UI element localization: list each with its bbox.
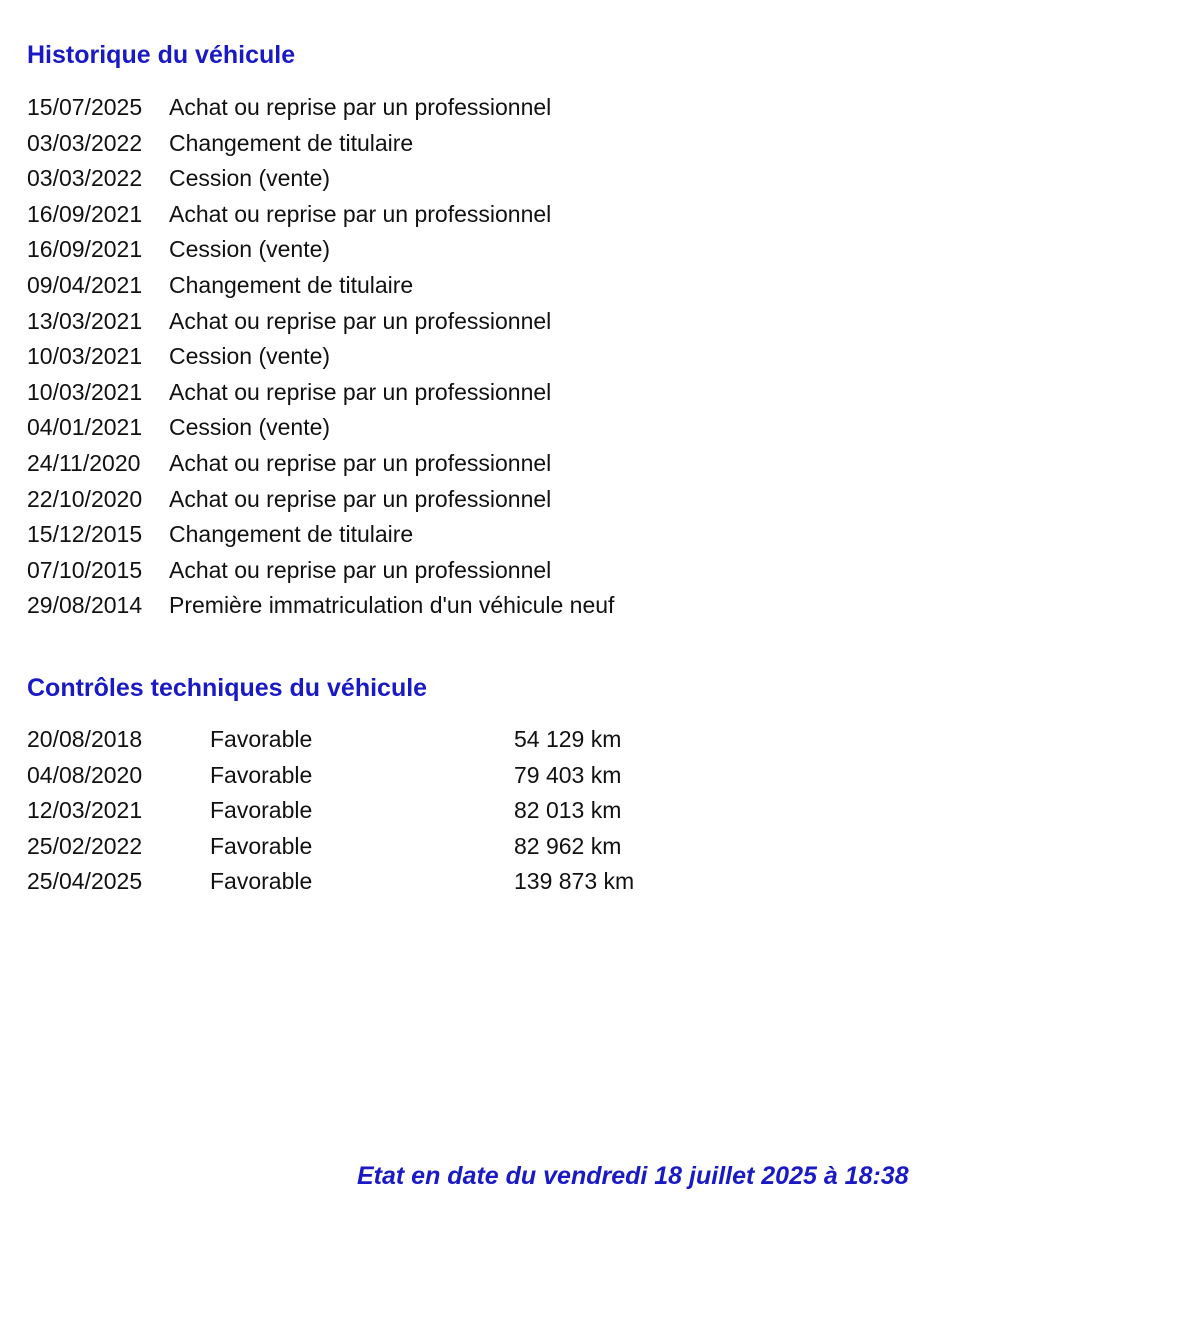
report-date-note: Etat en date du vendredi 18 juillet 2025 à 18:38 [357, 1162, 909, 1190]
history-row [27, 588, 614, 624]
history-date: 09/04/2021 [27, 271, 143, 298]
control-date: 12/03/2021 [27, 797, 143, 824]
control-mileage: 82 962 km [514, 832, 622, 859]
history-date: 15/12/2015 [27, 521, 143, 548]
history-event: Achat ou reprise par un professionnel [169, 200, 552, 227]
control-row [27, 829, 634, 865]
history-event: Changement de titulaire [169, 129, 414, 156]
history-date: 07/10/2015 [27, 556, 143, 583]
history-row [27, 375, 614, 411]
controls-title: Contrôles techniques du véhicule [27, 674, 428, 702]
history-row [27, 410, 614, 446]
control-result: Favorable [210, 726, 313, 752]
history-list [27, 90, 614, 624]
control-mileage: 79 403 km [514, 761, 622, 788]
history-date: 10/03/2021 [27, 343, 143, 370]
control-row [27, 793, 634, 829]
history-date: 22/10/2020 [27, 485, 143, 512]
history-event: Première immatriculation d'un véhicule neuf [169, 592, 615, 619]
controls-list [27, 722, 634, 900]
history-row [27, 553, 614, 589]
control-row [27, 722, 634, 758]
history-date: 04/01/2021 [27, 414, 143, 441]
control-mileage: 139 873 km [514, 868, 635, 895]
history-event: Achat ou reprise par un professionnel [169, 94, 552, 120]
control-date: 25/02/2022 [27, 832, 143, 859]
history-date: 10/03/2021 [27, 378, 143, 405]
history-date: 03/03/2022 [27, 129, 143, 156]
control-result: Favorable [210, 868, 313, 895]
control-date: 20/08/2018 [27, 726, 143, 752]
history-row [27, 517, 614, 553]
history-event: Cession (vente) [169, 165, 331, 192]
history-date: 03/03/2022 [27, 165, 143, 192]
history-row [27, 90, 614, 126]
history-event: Achat ou reprise par un professionnel [169, 556, 552, 583]
history-date: 15/07/2025 [27, 94, 143, 120]
history-row [27, 126, 614, 162]
control-mileage: 54 129 km [514, 726, 622, 752]
history-event: Achat ou reprise par un professionnel [169, 307, 552, 334]
control-row [27, 864, 634, 900]
history-date: 24/11/2020 [27, 449, 141, 476]
control-date: 25/04/2025 [27, 868, 143, 895]
control-result: Favorable [210, 761, 313, 788]
history-event: Cession (vente) [169, 414, 331, 441]
history-row [27, 446, 614, 482]
history-event: Changement de titulaire [169, 271, 414, 298]
history-date: 16/09/2021 [27, 200, 143, 227]
history-event: Changement de titulaire [169, 521, 414, 548]
history-event: Achat ou reprise par un professionnel [169, 378, 552, 405]
history-event: Cession (vente) [169, 343, 331, 370]
history-row [27, 339, 614, 375]
control-mileage: 82 013 km [514, 797, 622, 824]
history-event: Achat ou reprise par un professionnel [169, 449, 552, 476]
history-event: Achat ou reprise par un professionnel [169, 485, 552, 512]
control-date: 04/08/2020 [27, 761, 143, 788]
history-row [27, 161, 614, 197]
control-result: Favorable [210, 797, 313, 824]
history-row [27, 482, 614, 518]
history-event: Cession (vente) [169, 236, 331, 263]
history-date: 16/09/2021 [27, 236, 143, 263]
history-title: Historique du véhicule [27, 41, 296, 69]
history-row [27, 197, 614, 233]
history-row [27, 304, 614, 340]
history-date: 13/03/2021 [27, 307, 143, 334]
history-date: 29/08/2014 [27, 592, 143, 619]
history-row [27, 232, 614, 268]
history-row [27, 268, 614, 304]
control-row [27, 758, 634, 794]
control-result: Favorable [210, 832, 313, 859]
